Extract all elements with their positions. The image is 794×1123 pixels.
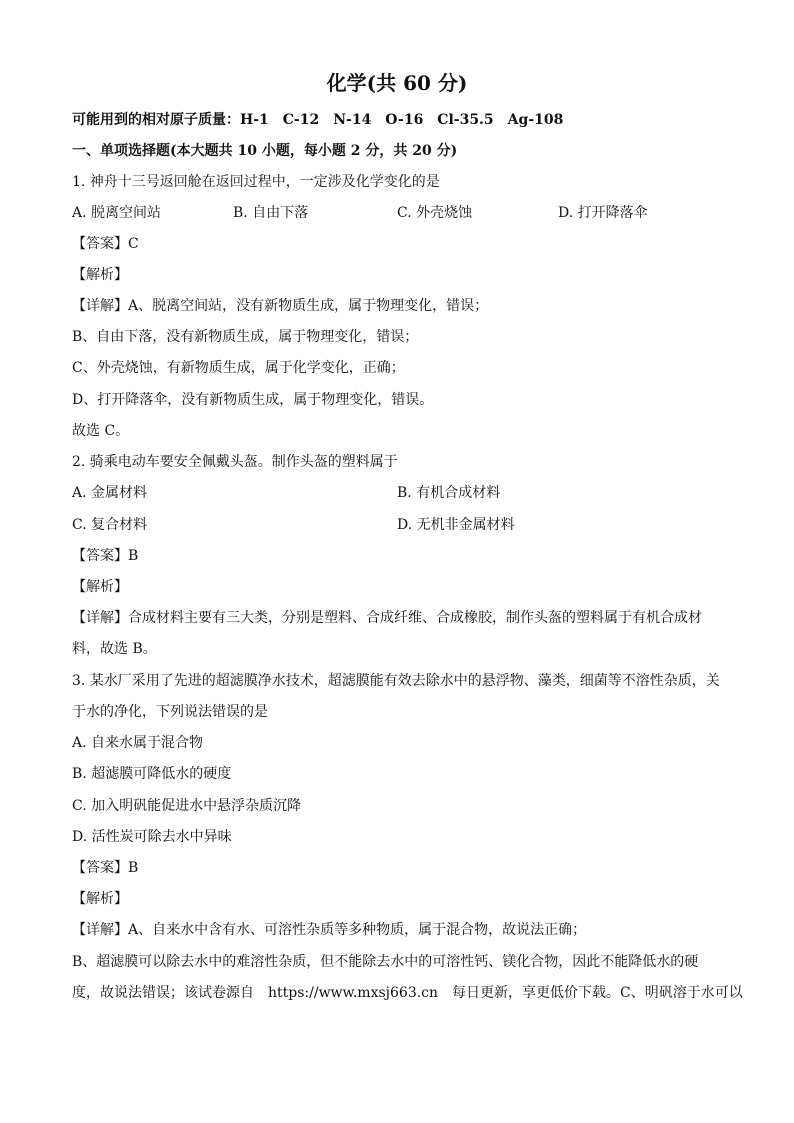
question-2-option-b: B. 有机合成材料 xyxy=(397,485,501,501)
question-3-option-d: D. 活性炭可除去水中异味 xyxy=(72,829,232,845)
question-1-detail-line: C、外壳烧蚀，有新物质生成，属于化学变化，正确； xyxy=(72,360,405,376)
question-1-analysis-label: 【解析】 xyxy=(72,267,128,283)
question-3-option-a: A. 自来水属于混合物 xyxy=(72,735,204,751)
page-title: 化学(共 60 分) xyxy=(326,71,468,95)
question-3-analysis-label: 【解析】 xyxy=(72,891,128,907)
question-3-stem-line: 于水的净化，下列说法错误的是 xyxy=(72,704,268,720)
question-2-option-a: A. 金属材料 xyxy=(72,485,148,501)
question-1-detail-line: 【详解】A、脱离空间站，没有新物质生成，属于物理变化，错误； xyxy=(72,298,489,314)
question-1-stem: 1. 神舟十三号返回舱在返回过程中，一定涉及化学变化的是 xyxy=(72,174,440,190)
question-3-option-c: C. 加入明矾能促进水中悬浮杂质沉降 xyxy=(72,798,302,814)
question-1-option-b: B. 自由下落 xyxy=(233,205,309,221)
question-2-option-d: D. 无机非金属材料 xyxy=(397,517,515,533)
question-1-answer: 【答案】C xyxy=(72,236,139,252)
question-3-stem-line: 3. 某水厂采用了先进的超滤膜净水技术，超滤膜能有效去除水中的悬浮物、藻类，细菌等不溶性杂质，关 xyxy=(72,673,720,689)
question-3-detail-line: 度，故说法错误；该试卷源自 https://www.mxsj663.cn 每日更新，享更低价下载。C、明矾溶于水可以 xyxy=(72,985,743,1001)
question-1-option-c: C. 外壳烧蚀 xyxy=(397,205,473,221)
question-3-detail-line: 【详解】A、自来水中含有水、可溶性杂质等多种物质，属于混合物，故说法正确； xyxy=(72,922,587,938)
question-2-analysis-label: 【解析】 xyxy=(72,579,128,595)
question-3-detail-line: B、超滤膜可以除去水中的难溶性杂质，但不能除去水中的可溶性钙、镁化合物，因此不能降低水的硬 xyxy=(72,954,699,970)
question-2-option-c: C. 复合材料 xyxy=(72,517,148,533)
question-3-answer: 【答案】B xyxy=(72,860,139,876)
question-2-stem: 2. 骑乘电动车要安全佩戴头盔。制作头盔的塑料属于 xyxy=(72,454,398,470)
question-3-option-b: B. 超滤膜可降低水的硬度 xyxy=(72,766,232,782)
question-1-detail-line: 故选 C。 xyxy=(72,423,130,439)
question-1-detail-line: B、自由下落，没有新物质生成，属于物理变化，错误； xyxy=(72,329,419,345)
question-2-answer: 【答案】B xyxy=(72,548,139,564)
question-2-detail-line: 料，故选 B。 xyxy=(72,641,157,657)
question-2-detail-line: 【详解】合成材料主要有三大类，分别是塑料、合成纤维、合成橡胶，制作头盔的塑料属于有机合成材 xyxy=(72,610,702,626)
question-1-detail-line: D、打开降落伞，没有新物质生成，属于物理变化，错误。 xyxy=(72,392,434,408)
section-heading: 一、单项选择题(本大题共 10 小题，每小题 2 分，共 20 分) xyxy=(72,143,458,159)
question-1-option-d: D. 打开降落伞 xyxy=(558,205,648,221)
atomic-masses-note: 可能用到的相对原子质量：H-1 C-12 N-14 O-16 Cl-35.5 Ag-108 xyxy=(72,112,564,128)
question-1-option-a: A. 脱离空间站 xyxy=(72,205,162,221)
